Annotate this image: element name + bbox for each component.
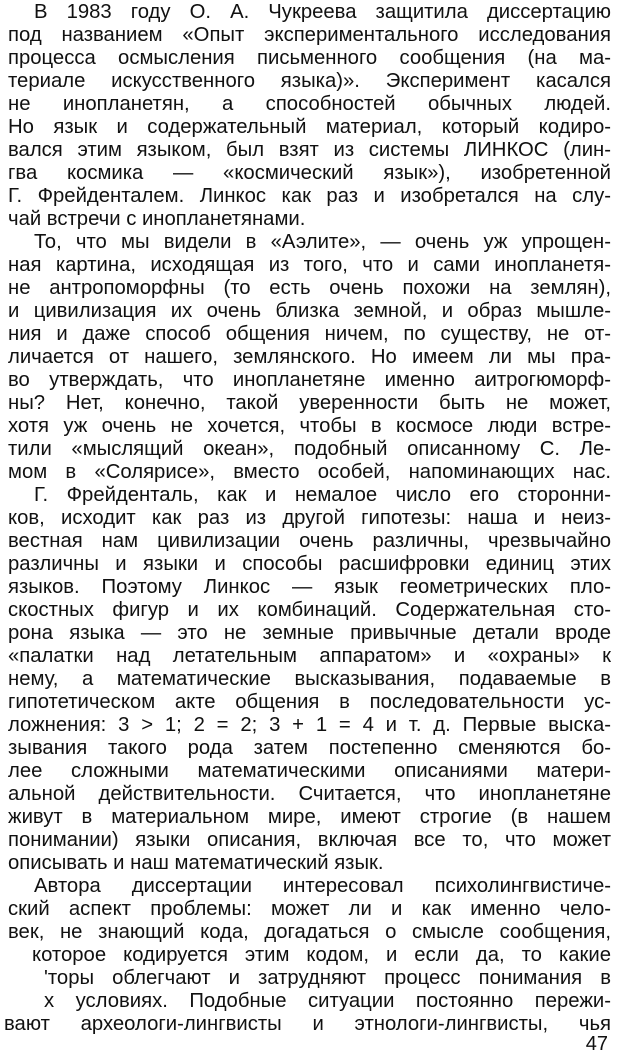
text-line: В 1983 году О. А. Чукреева защитила диссертацию [34, 1, 611, 23]
text-line: вают археологи-лингвисты и этнологи-лингвисты, чья [4, 1013, 611, 1035]
text-line: Автора диссертации интересовал психолингвистиче- [34, 875, 611, 897]
text-line: под названием «Опыт экспериментального исследования [8, 24, 611, 46]
text-line: рона языка — это не земные привычные детали вроде [8, 622, 611, 644]
text-line: и цивилизация их очень близка земной, и образ мышле- [8, 300, 611, 322]
text-line: понимании) языки описания, включая все то, что может [8, 829, 611, 851]
text-line: То, что мы видели в «Аэлите», — очень уж упрощен- [34, 231, 611, 253]
text-line: альной действительности. Считается, что инопланетяне [8, 783, 611, 805]
text-line: живут в материальном мире, имеют строгие (в нашем [8, 806, 611, 828]
text-line: процесса осмысления письменного сообщения (на ма- [8, 47, 611, 69]
text-line: лее сложными математическими описаниями матери- [8, 760, 611, 782]
text-line: ны? Нет, конечно, такой уверенности быть не может, [8, 392, 611, 414]
text-line: «палатки над летательным аппаратом» и «охраны» к [8, 645, 611, 667]
text-line: не антропоморфны (то есть очень похожи на землян), [8, 277, 611, 299]
text-line: Г. Фрейденталь, как и немалое число его сторонни- [34, 484, 611, 506]
text-line: чай встречи с инопланетянами. [8, 208, 306, 230]
text-line: тили «мыслящий океан», подобный описанному С. Ле- [8, 438, 611, 460]
text-line: ков, исходит как раз из другой гипотезы: наша и неиз- [8, 507, 611, 529]
text-line: различны и языки и способы расшифровки единиц этих [8, 553, 611, 575]
text-line: ложнения: 3 > 1; 2 = 2; 3 + 1 = 4 и т. д. Первые выска- [8, 714, 611, 736]
text-line: вестная нам цивилизации очень различны, чрезвычайно [8, 530, 611, 552]
text-line: х условиях. Подобные ситуации постоянно пережи- [44, 990, 611, 1012]
page-number: 47 [585, 1033, 608, 1055]
text-line: которое кодируется этим кодом, и если да, то какие [32, 944, 611, 966]
text-line: мом в «Солярисе», вместо особей, напоминающих нас. [8, 461, 611, 483]
text-line: Но язык и содержательный материал, который кодиро- [8, 116, 611, 138]
text-line: век, не знающий кода, догадаться о смысле сообщения, [8, 921, 611, 943]
text-line: описывать и наш математический язык. [8, 852, 384, 874]
text-line: во утверждать, что инопланетяне именно аитрогюморф- [8, 369, 611, 391]
text-line: зывания такого рода затем постепенно сменяются бо- [8, 737, 611, 759]
text-line: ная картина, исходящая из того, что и сами инопланетя- [8, 254, 611, 276]
text-line: вался этим языком, был взят из системы ЛИНКОС (лин- [8, 139, 611, 161]
text-line: хотя уж очень не хочется, чтобы в космосе люди встре- [8, 415, 611, 437]
text-line: нему, а математические высказывания, подаваемые в [8, 668, 611, 690]
text-line: Г. Фрейденталем. Линкос как раз и изобретался на слу- [8, 185, 611, 207]
text-line: гва космика — «космический язык»), изобретенной [8, 162, 611, 184]
text-line: териале искусственного языка)». Эксперимент касался [8, 70, 611, 92]
text-line: не инопланетян, а способностей обычных людей. [8, 93, 611, 115]
text-line: 'торы облегчают и затрудняют процесс понимания в [44, 967, 611, 989]
text-line: ния и даже способ общения ничем, по существу, не от- [8, 323, 611, 345]
text-line: ский аспект проблемы: может ли и как именно чело- [8, 898, 611, 920]
text-line: гипотетическом акте общения в последовательности ус- [8, 691, 611, 713]
text-line: языков. Поэтому Линкос — язык геометрических пло- [8, 576, 611, 598]
text-line: личается от нашего, землянского. Но имеем ли мы пра- [8, 346, 611, 368]
text-line: скостных фигур и их комбинаций. Содержательная сто- [8, 599, 611, 621]
